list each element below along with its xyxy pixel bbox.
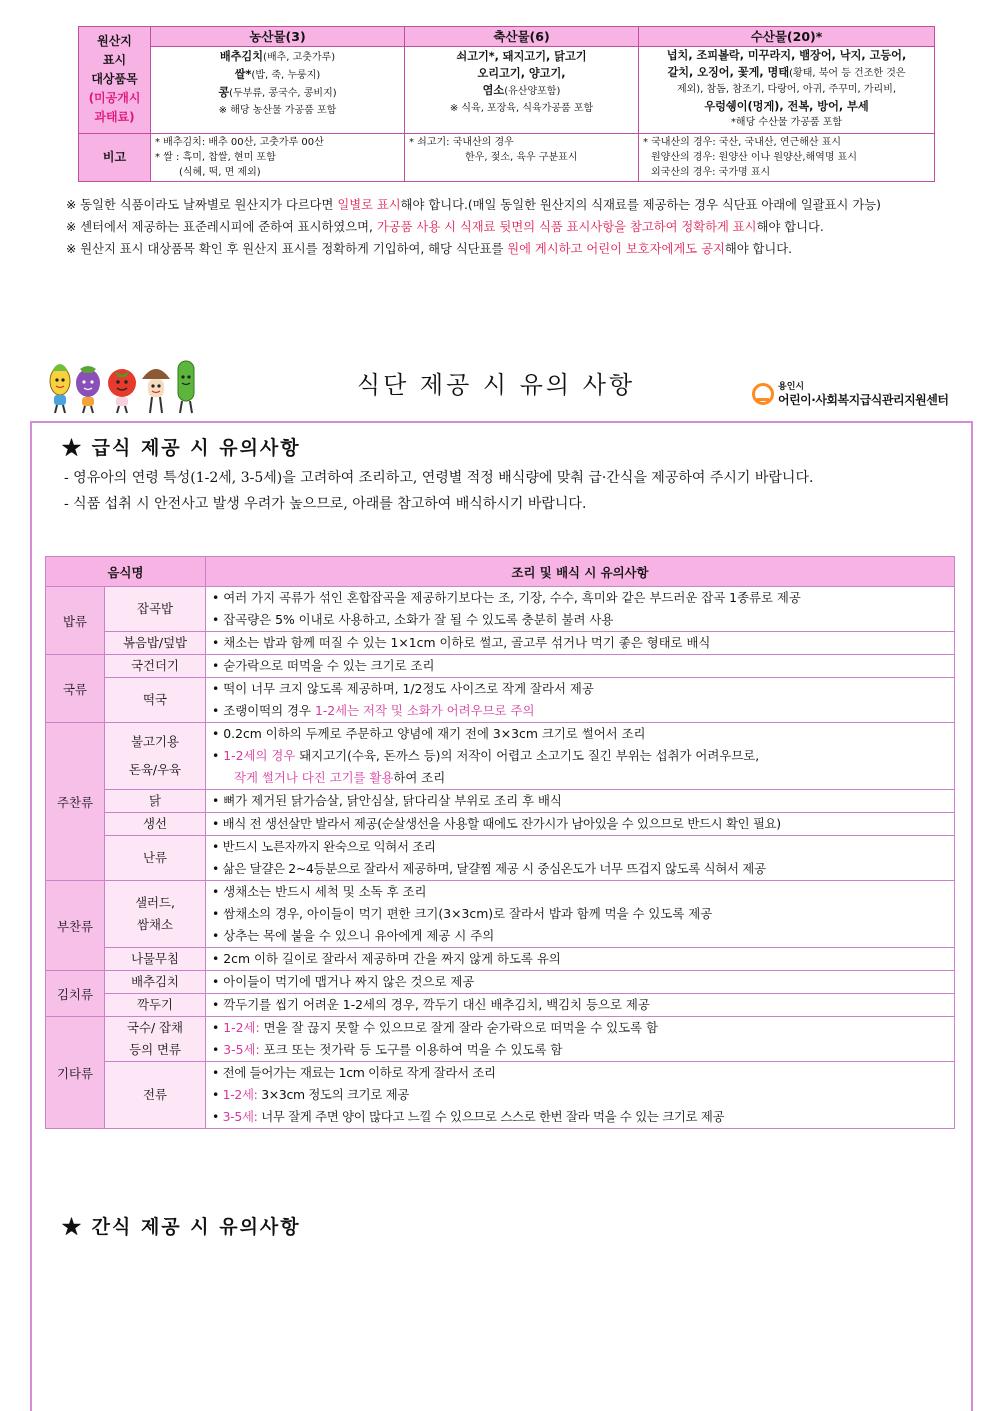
tip-cell: • 깍두기를 씹기 어려운 1-2세의 경우, 깍두기 대신 배추김치, 백김치 등으로 제공	[206, 994, 955, 1017]
food-cell: 나물무침	[105, 948, 206, 971]
food-cell: 생선	[105, 813, 206, 836]
intro-line-1: - 영유아의 연령 특성(1-2세, 3-5세)을 고려하여 조리하고, 연령별 적정 배식량에 맞춰 급·간식을 제공하여 주시기 바랍니다.	[64, 470, 814, 486]
tip-cell: • 1-2세: 면을 잘 끊지 못할 수 있으므로 잘게 잘라 숟가락으로 떠먹을 수 있도록 함 • 3-5세: 포크 또는 젓가락 등 도구를 이용하여 먹을 수 있도록 함	[206, 1017, 955, 1062]
tip-cell: • 채소는 밥과 함께 떠질 수 있는 1×1cm 이하로 썰고, 골고루 섞거나 먹기 좋은 형태로 배식	[206, 632, 955, 655]
food-cell: 떡국	[105, 678, 206, 723]
logo-name: 어린이·사회복지급식관리지원센터	[778, 393, 949, 407]
intro-line-2: - 식품 섭취 시 안전사고 발생 우려가 높으므로, 아래를 참고하여 배식하시기 바랍니다.	[64, 496, 587, 512]
food-cell: 국수/ 잡채 등의 면류	[105, 1017, 206, 1062]
seafood-header: 수산물(20)*	[639, 27, 935, 47]
page-title: 식단 제공 시 유의 사항	[356, 371, 636, 399]
origin-target-label: 원산지 표시 대상품목 (미공개시 과태료)	[79, 27, 151, 134]
tip-cell: • 뼈가 제거된 닭가슴살, 닭안심살, 닭다리살 부위로 조리 후 배식	[206, 790, 955, 813]
livestock-items: 쇠고기*, 돼지고기, 닭고기 오리고기, 양고기, 염소(유산양포함) ※ 식육, 포장육, 식육가공품 포함	[405, 47, 639, 134]
note-3: ※ 원산지 표시 대상품목 확인 후 원산지 표시를 정확하게 기입하여, 해당 식단표를 원에 게시하고 어린이 보호자에게도 공지해야 합니다.	[66, 242, 793, 256]
center-logo-icon	[752, 383, 774, 405]
tip-cell: • 배식 전 생선살만 발라서 제공(순살생선을 사용할 때에도 잔가시가 남아있을 수 있으므로 반드시 확인 필요)	[206, 813, 955, 836]
agri-remarks: * 배추김치: 배추 00산, 고춧가루 00산 * 쌀 : 흑미, 찹쌀, 현미 포함 (식혜, 떡, 면 제외)	[151, 133, 405, 181]
food-cell: 닭	[105, 790, 206, 813]
origin-notes	[26, 194, 970, 260]
tip-cell: • 2cm 이하 길이로 잘라서 제공하며 간을 짜지 않게 하도록 유의	[206, 948, 955, 971]
food-cell: 국건더기	[105, 655, 206, 678]
food-cell: 배추김치	[105, 971, 206, 994]
tip-cell: • 반드시 노른자까지 완숙으로 익혀서 조리 • 삶은 달걀은 2~4등분으로 잘라서 제공하며, 달걀찜 제공 시 중심온도가 너무 뜨겁지 않도록 식혀서 제공	[206, 836, 955, 881]
meal-care-table	[45, 556, 955, 1129]
agri-items: 배추김치(배추, 고춧가루) 쌀*(밥, 죽, 누룽지) 콩(두부류, 콩국수, 콩비지) ※ 해당 농산물 가공품 포함	[151, 47, 405, 134]
tip-cell: • 전에 들어가는 재료는 1cm 이하로 작게 잘라서 조리 • 1-2세: 3×3cm 정도의 크기로 제공 • 3-5세: 너무 잘게 주면 양이 많다고 느낄 수 있으므로 스스로 한번 잘라 먹을 수 있는 크기로 제공	[206, 1062, 955, 1129]
seafood-items: 넙치, 조피볼락, 미꾸라지, 뱀장어, 낙지, 고등어, 갈치, 오징어, 꽃게, 명태(황태, 북어 등 건조한 것은 제외), 참돔, 참조기, 다랑어, 아귀, 주꾸미, 가리비, 우렁쉥이(멍게), 전복, 방어, 부세 *해당 수산물 가공품 포함	[639, 47, 935, 134]
category-cell: 밥류	[46, 587, 105, 655]
meal-section-title: ★ 급식 제공 시 유의사항	[62, 437, 301, 459]
food-cell: 깍두기	[105, 994, 206, 1017]
food-cell: 볶음밥/덮밥	[105, 632, 206, 655]
tip-cell: • 생채소는 반드시 세척 및 소독 후 조리 • 쌈채소의 경우, 아이들이 먹기 편한 크기(3×3cm)로 잘라서 밥과 함께 먹을 수 있도록 제공 • 상추는 목에 붙을 수 있으니 유아에게 제공 시 주의	[206, 881, 955, 948]
origin-label-table	[78, 26, 935, 182]
seafood-remarks: * 국내산의 경우: 국산, 국내산, 연근해산 표시 원양산의 경우: 원양산 이나 원양산,해역명 표시 외국산의 경우: 국가명 표시	[639, 133, 935, 181]
title-row	[0, 355, 992, 415]
tip-cell: • 여러 가지 곡류가 섞인 혼합잡곡을 제공하기보다는 조, 기장, 수수, 흑미와 같은 부드러운 잡곡 1종류로 제공 • 잡곡량은 5% 이내로 사용하고, 소화가 잘 될 수 있도록 충분히 불려 사용	[206, 587, 955, 632]
tip-cell: • 떡이 너무 크지 않도록 제공하며, 1/2정도 사이즈로 작게 잘라서 제공 • 조랭이떡의 경우 1-2세는 저작 및 소화가 어려우므로 주의	[206, 678, 955, 723]
tip-cell: • 0.2cm 이하의 두께로 주문하고 양념에 재기 전에 3×3cm 크기로 썰어서 조리 • 1-2세의 경우 돼지고기(수육, 돈까스 등)의 저작이 어렵고 소고기도 질긴 부위는 섭취가 어려우므로, 작게 썰거나 다진 고기를 활용하여 조리	[206, 723, 955, 790]
category-cell: 기타류	[46, 1017, 105, 1129]
remarks-label: 비고	[79, 133, 151, 181]
food-name-header: 음식명	[46, 557, 206, 587]
food-cell: 불고기용 돈육/우육	[105, 723, 206, 790]
snack-section-title: ★ 간식 제공 시 유의사항	[62, 1216, 301, 1238]
food-cell: 샐러드, 쌈채소	[105, 881, 206, 948]
logo-city: 용인시	[778, 382, 805, 392]
category-cell: 부찬류	[46, 881, 105, 971]
category-cell: 주찬류	[46, 723, 105, 881]
note-2: ※ 센터에서 제공하는 표준레시피에 준하여 표시하였으며, 가공품 사용 시 식재료 뒷면의 식품 표시사항을 참고하여 정확하게 표시해야 합니다.	[66, 220, 824, 234]
tip-cell: • 아이들이 먹기에 맵거나 짜지 않은 것으로 제공	[206, 971, 955, 994]
tip-cell: • 숟가락으로 떠먹을 수 있는 크기로 조리	[206, 655, 955, 678]
category-cell: 김치류	[46, 971, 105, 1017]
agri-header: 농산물(3)	[151, 27, 405, 47]
food-cell: 난류	[105, 836, 206, 881]
food-cell: 전류	[105, 1062, 206, 1129]
note-1: ※ 동일한 식품이라도 날짜별로 원산지가 다르다면 일별로 표시해야 합니다.(매일 동일한 원산지의 식재료를 제공하는 경우 식단표 아래에 일괄표시 가능)	[66, 198, 881, 212]
livestock-header: 축산물(6)	[405, 27, 639, 47]
meal-intro	[24, 465, 964, 517]
food-cell: 잡곡밥	[105, 587, 206, 632]
livestock-remarks: * 쇠고기: 국내산의 경우 한우, 젖소, 육우 구분표시	[405, 133, 639, 181]
category-cell: 국류	[46, 655, 105, 723]
center-logo	[752, 381, 948, 407]
care-tip-header: 조리 및 배식 시 유의사항	[206, 557, 955, 587]
